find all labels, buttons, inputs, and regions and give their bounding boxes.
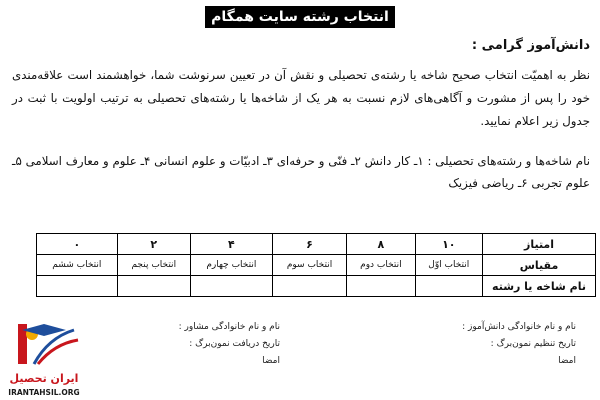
student-name-label: نام و نام خانوادگی دانش‌آموز : <box>462 322 576 332</box>
field-name-cell[interactable] <box>415 276 482 297</box>
choice-label: انتخاب سوم <box>272 255 346 276</box>
fields-list: نام شاخه‌ها و رشته‌های تحصیلی : ۱ـ کار دانش ۲ـ فنّی و حرفه‌ای ۳ـ ادبیّات و علوم انسانی ۴ـ علوم و معارف اسلامی ۵ـ علوم تجربی ۶ـ ریاضی فیزیک <box>12 154 590 190</box>
student-signature-block <box>462 319 576 370</box>
score-cell: ۲ <box>117 234 190 255</box>
page-title: انتخاب رشته سایت همگام <box>205 6 395 28</box>
field-name-cell[interactable] <box>347 276 415 297</box>
student-signature-label: امضا <box>558 356 576 366</box>
score-row <box>37 234 596 255</box>
field-name-row <box>37 276 596 297</box>
site-logo[interactable] <box>4 318 84 400</box>
advisor-date-label: تاریخ دریافت نمون‌برگ : <box>189 339 280 349</box>
score-row-header: امتیاز <box>483 234 596 255</box>
choice-label: انتخاب اوّل <box>415 255 482 276</box>
choice-table <box>36 233 596 297</box>
logo-name: ایران تحصیل <box>9 372 79 385</box>
greeting: دانش‌آموز گرامی : <box>471 38 590 53</box>
choice-label: انتخاب چهارم <box>190 255 272 276</box>
advisor-signature-label: امضا <box>262 356 280 366</box>
intro-paragraph: نظر به اهمیّت انتخاب صحیح شاخه یا رشته‌ی تحصیلی و نقش آن در تعیین سرنوشت شما، خواهشمند است علاقه‌مندی خود را پس از مشورت و آگاهی‌های لازم نسبت به هر یک از شاخه‌ها یا رشته‌های تحصیلی به ترتیب اولویت با ثبت در جدول زیر اعلام نمایید. <box>12 68 590 128</box>
score-cell: ۰ <box>37 234 118 255</box>
score-cell: ۱۰ <box>415 234 482 255</box>
graduation-cap-icon <box>4 318 84 372</box>
field-name-cell[interactable] <box>37 276 118 297</box>
scale-row-header: مقیاس <box>483 255 596 276</box>
student-date-label: تاریخ تنظیم نمون‌برگ : <box>490 339 576 349</box>
advisor-signature-block <box>179 319 280 370</box>
choice-label: انتخاب دوم <box>347 255 415 276</box>
field-name-row-header: نام شاخه یا رشته <box>483 276 596 297</box>
choice-label: انتخاب ششم <box>37 255 118 276</box>
field-name-cell[interactable] <box>272 276 346 297</box>
scale-row <box>37 255 596 276</box>
logo-url: IRANTAHSIL.ORG <box>8 388 80 397</box>
score-cell: ۴ <box>190 234 272 255</box>
field-name-cell[interactable] <box>190 276 272 297</box>
advisor-name-label: نام و نام خانوادگی مشاور : <box>178 322 280 332</box>
field-name-cell[interactable] <box>117 276 190 297</box>
choice-label: انتخاب پنجم <box>117 255 190 276</box>
score-cell: ۸ <box>347 234 415 255</box>
score-cell: ۶ <box>272 234 346 255</box>
